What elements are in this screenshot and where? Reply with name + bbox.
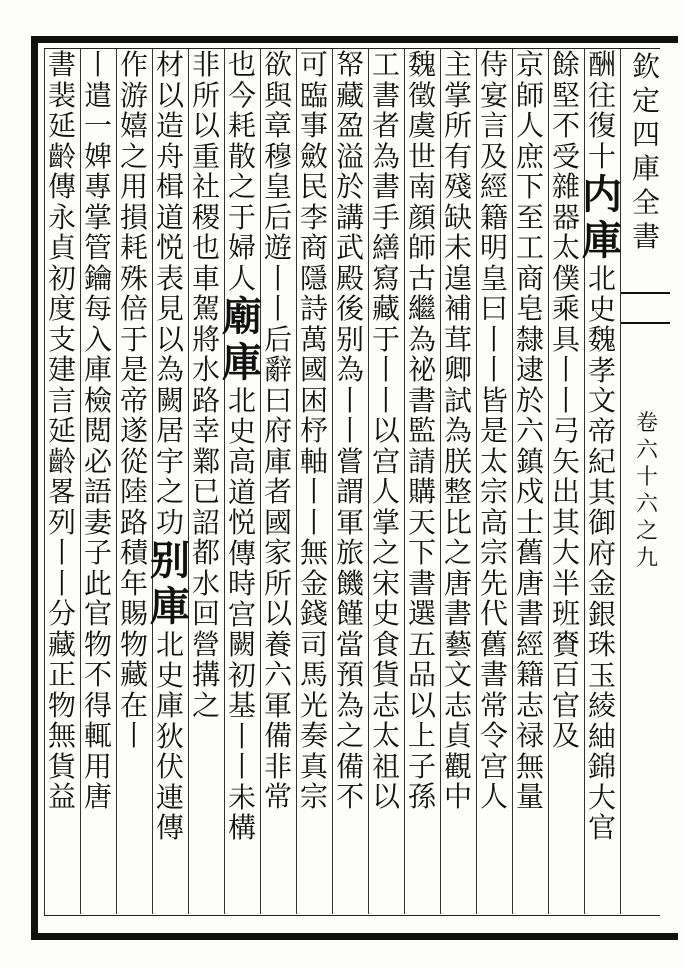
- text-column: 非 所 以 重 社 稷 也 車 駕 將 水 路 幸 鄴 已 詔 都 水 回 營 搆 之: [191, 48, 220, 722]
- text-column: 作 游 嬉 之 用 損 耗 殊 倍 于 是 帝 遂 從 陸 路 積 年 賜 物 藏 在 丨: [119, 48, 148, 752]
- text-column: 工 書 者 為 書 手 繕 寫 藏 于 丨 丨 以 宫 人 掌 之 宋 史 食 貨 志 太 祖 以: [371, 48, 400, 813]
- text-column: 也 今 耗 散 之 于 婦 人 廟 庫 北 史 高 道 悦 傳 時 宫 闕 初 基 丨 丨 未 構: [222, 48, 262, 844]
- volume-number: 卷 六 十 六 之 九: [635, 411, 658, 571]
- text-column: 材 以 造 舟 楫 道 悦 表 見 以 為 闕 居 宇 之 功 别 庫 北 史 庫 狄 伏 連 傳: [150, 48, 190, 844]
- text-column: 主 掌 所 有 殘 缺 未 遑 補 茸 卿 試 為 朕 整 比 之 唐 書 藝 文 志 貞 觀 中: [443, 48, 472, 813]
- text-column: 可 臨 事 斂 民 李 商 隱 詩 萬 國 困 杼 軸 丨 丨 無 金 錢 司 馬 光 奏 真 宗: [299, 48, 328, 813]
- page-margin-header: [620, 50, 670, 912]
- text-column: 餘 堅 不 受 雜 器 太 僕 乘 具 丨 丨 弓 矢 出 其 大 半 班 賚 百 官 及: [551, 48, 580, 752]
- text-column: 京 師 人 庶 下 至 工 商 皂 隸 逮 於 六 鎮 戍 士 舊 唐 書 經 籍 志 禄 無 量: [515, 48, 544, 813]
- text-column: 丨 遣 一 婢 專 掌 管 鑰 每 入 庫 檢 閲 必 語 妻 子 此 官 物 不 得 輒 用 唐: [83, 48, 112, 813]
- fishtail-mark: [620, 292, 670, 300]
- book-title: 欽 定 四 庫 全 書: [631, 50, 660, 253]
- text-column: 魏 徵 虞 世 南 顔 師 古 繼 為 祕 書 監 請 購 天 下 書 選 五 品 以 上 子 孫: [407, 48, 436, 813]
- text-column: 酬 往 復 十 内 庫 北 史 魏 孝 文 帝 紀 其 御 府 金 銀 珠 玉 綾 紬 錦 大 官: [582, 48, 622, 844]
- text-column: 書 裴 延 齡 傳 永 貞 初 度 支 建 言 延 齡 畧 列 丨 丨 分 藏 正 物 無 貨 益: [47, 48, 76, 813]
- fishtail-mark: [620, 322, 670, 330]
- text-column: 欲 與 章 穆 皇 后 遊 丨 丨 后 辭 曰 府 庫 者 國 家 所 以 養 六 軍 備 非 常: [263, 48, 292, 813]
- text-column: 侍 宴 言 及 經 籍 明 皇 曰 丨 丨 皆 是 太 宗 高 宗 先 代 舊 書 常 令 宫 人: [479, 48, 508, 813]
- text-column: 帑 藏 盈 溢 於 講 武 殿 後 别 為 丨 丨 嘗 謂 軍 旅 饑 饉 當 預 為 之 備 不: [335, 48, 364, 813]
